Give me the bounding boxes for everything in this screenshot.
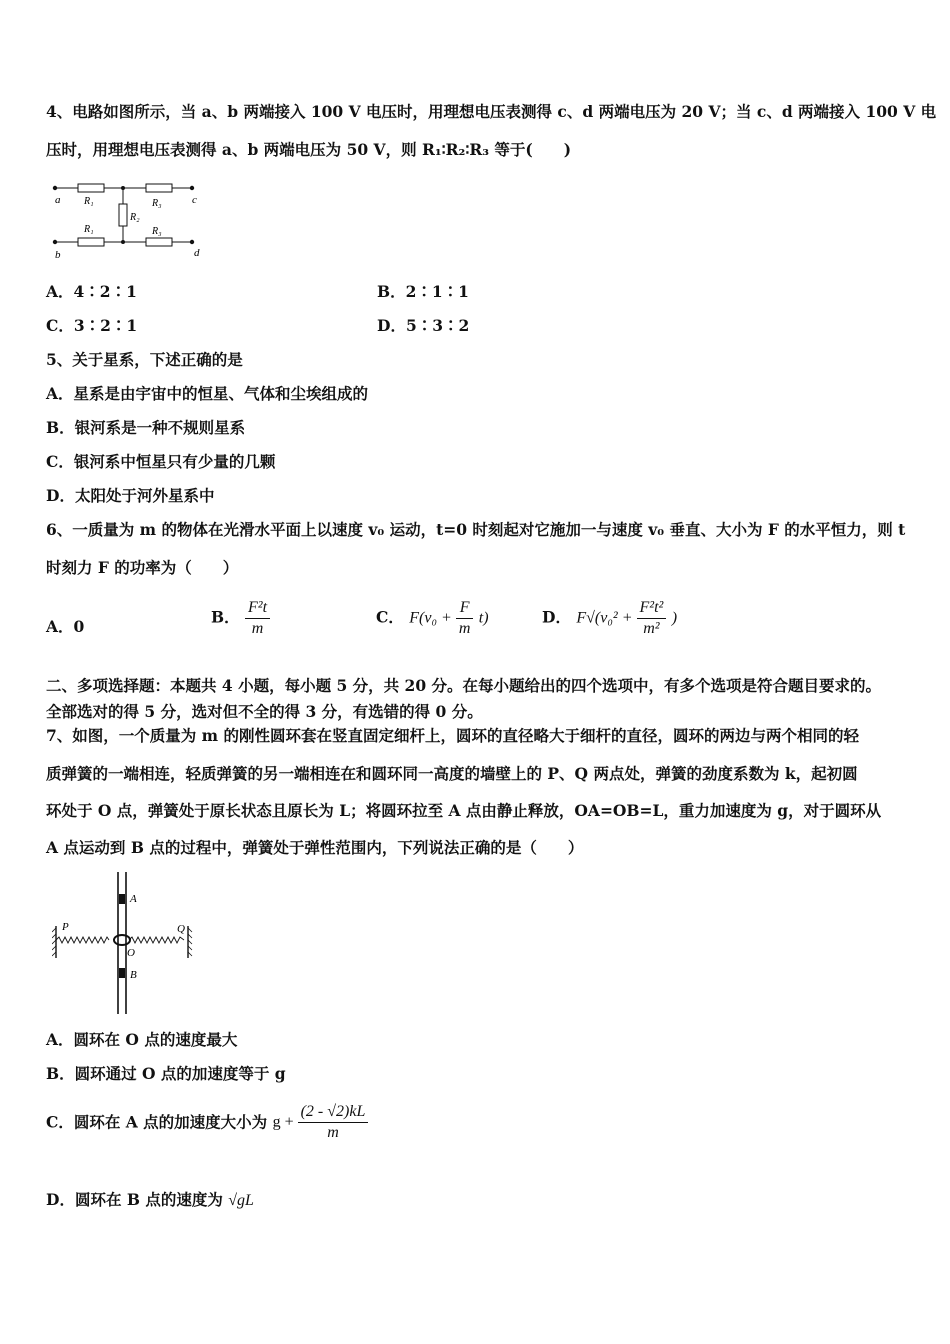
q6-option-a[interactable]: A．0 — [46, 617, 85, 636]
q6-option-d-prefix: F√(v₀² + — [576, 609, 637, 627]
q4-option-b[interactable]: B．2∶1∶1 — [377, 282, 469, 301]
q6-stem-line1: 6、一质量为 m 的物体在光滑水平面上以速度 v₀ 运动，t=0 时刻起对它施加一与速度 v₀ 垂直、大小为 F 的水平恒力，则 t — [46, 520, 906, 539]
q4-stem-line1: 4、电路如图所示，当 a、b 两端接入 100 V 电压时，用理想电压表测得 c、d 两端电压为 20 V；当 c、d 两端接入 100 V 电 — [46, 102, 937, 121]
q7-option-d[interactable] — [46, 1190, 254, 1211]
q7-ring-spring-diagram — [52, 872, 196, 1016]
q6-option-c-suffix: t) — [478, 609, 489, 627]
q7-option-c-numerator: (2 - √2)kL — [298, 1102, 369, 1123]
q4-circuit-diagram — [46, 178, 216, 266]
r3-top-label: R₃ — [152, 198, 162, 209]
q7-option-c-fraction — [298, 1102, 369, 1143]
q6-option-d-fraction — [637, 598, 667, 639]
q6-option-c[interactable] — [376, 598, 489, 639]
q4-option-d[interactable]: D．5∶3∶2 — [377, 316, 470, 335]
point-b-label: B — [130, 969, 137, 981]
q7-stem-line1: 7、如图，一个质量为 m 的刚性圆环套在竖直固定细杆上，圆环的直径略大于细杆的直径，圆环的两边与两个相同的轻 — [46, 726, 859, 745]
point-o-label: O — [127, 947, 135, 959]
q7-option-c-denominator: m — [327, 1124, 339, 1141]
q7-option-c-text: C．圆环在 A 点的加速度大小为 — [46, 1112, 268, 1132]
q6-option-c-prefix: F(v₀ + — [409, 609, 456, 627]
terminal-b-label: b — [55, 249, 61, 261]
q5-option-d[interactable]: D．太阳处于河外星系中 — [46, 486, 215, 505]
q6-option-c-numerator: F — [456, 598, 474, 619]
q7-stem-line4: A 点运动到 B 点的过程中，弹簧处于弹性范围内，下列说法正确的是（ ） — [46, 838, 584, 857]
q6-option-c-fraction — [456, 598, 474, 639]
q7-option-c-prefix: g + — [272, 1113, 298, 1131]
q7-option-d-text: D．圆环在 B 点的速度为 — [46, 1190, 223, 1209]
q5-stem: 5、关于星系，下述正确的是 — [46, 350, 243, 369]
q6-option-b-fraction — [245, 598, 270, 639]
q6-option-b-numerator: F²t — [245, 598, 270, 619]
q5-option-c[interactable]: C．银河系中恒星只有少量的几颗 — [46, 452, 276, 471]
point-a-label: A — [130, 893, 137, 905]
q6-option-b-label: B． — [211, 607, 240, 627]
terminal-d-label: d — [194, 247, 200, 259]
point-p-label: P — [62, 921, 69, 933]
q6-option-c-label: C． — [376, 607, 404, 627]
q6-option-d[interactable] — [542, 598, 677, 639]
point-q-label: Q — [177, 923, 185, 935]
q7-stem-line2: 质弹簧的一端相连，轻质弹簧的另一端相连在和圆环同一高度的墙壁上的 P、Q 两点处，弹簧的劲度系数为 k，起初圆 — [46, 764, 858, 783]
q4-option-c[interactable]: C．3∶2∶1 — [46, 316, 138, 335]
q4-option-a[interactable]: A．4∶2∶1 — [46, 282, 137, 301]
q6-option-d-denominator: m² — [643, 620, 660, 637]
r1-bottom-label: R₁ — [84, 224, 94, 235]
q6-option-b-denominator: m — [251, 620, 264, 637]
r1-top-label: R₁ — [84, 196, 94, 207]
section2-instructions-line1: 二、多项选择题：本题共 4 小题，每小题 5 分，共 20 分。在每小题给出的四个选项中，有多个选项是符合题目要求的。 — [46, 676, 882, 695]
q5-option-a[interactable]: A．星系是由宇宙中的恒星、气体和尘埃组成的 — [46, 384, 369, 403]
q7-option-c[interactable] — [46, 1102, 368, 1143]
r3-bottom-label: R₃ — [152, 226, 162, 237]
q6-option-d-suffix: ) — [671, 609, 678, 627]
terminal-c-label: c — [192, 194, 197, 206]
q6-option-b[interactable] — [211, 598, 270, 639]
q7-stem-line3: 环处于 O 点，弹簧处于原长状态且原长为 L；将圆环拉至 A 点由静止释放，OA=OB=L，重力加速度为 g，对于圆环从 — [46, 801, 882, 820]
q7-option-a[interactable]: A．圆环在 O 点的速度最大 — [46, 1030, 238, 1049]
q6-option-d-label: D． — [542, 607, 571, 627]
q6-stem-line2: 时刻力 F 的功率为（ ） — [46, 558, 239, 577]
q6-option-c-denominator: m — [458, 620, 471, 637]
q6-option-d-numerator: F²t² — [637, 598, 667, 619]
terminal-a-label: a — [55, 194, 61, 206]
q4-stem-line2: 压时，用理想电压表测得 a、b 两端电压为 50 V，则 R₁∶R₂∶R₃ 等于( ) — [46, 140, 572, 159]
q7-option-b[interactable]: B．圆环通过 O 点的加速度等于 g — [46, 1064, 286, 1083]
q5-option-b[interactable]: B．银河系是一种不规则星系 — [46, 418, 246, 437]
section2-instructions-line2: 全部选对的得 5 分，选对但不全的得 3 分，有选错的得 0 分。 — [46, 702, 483, 721]
q7-option-d-math: √gL — [228, 1192, 254, 1209]
r2-label: R₂ — [130, 212, 140, 223]
